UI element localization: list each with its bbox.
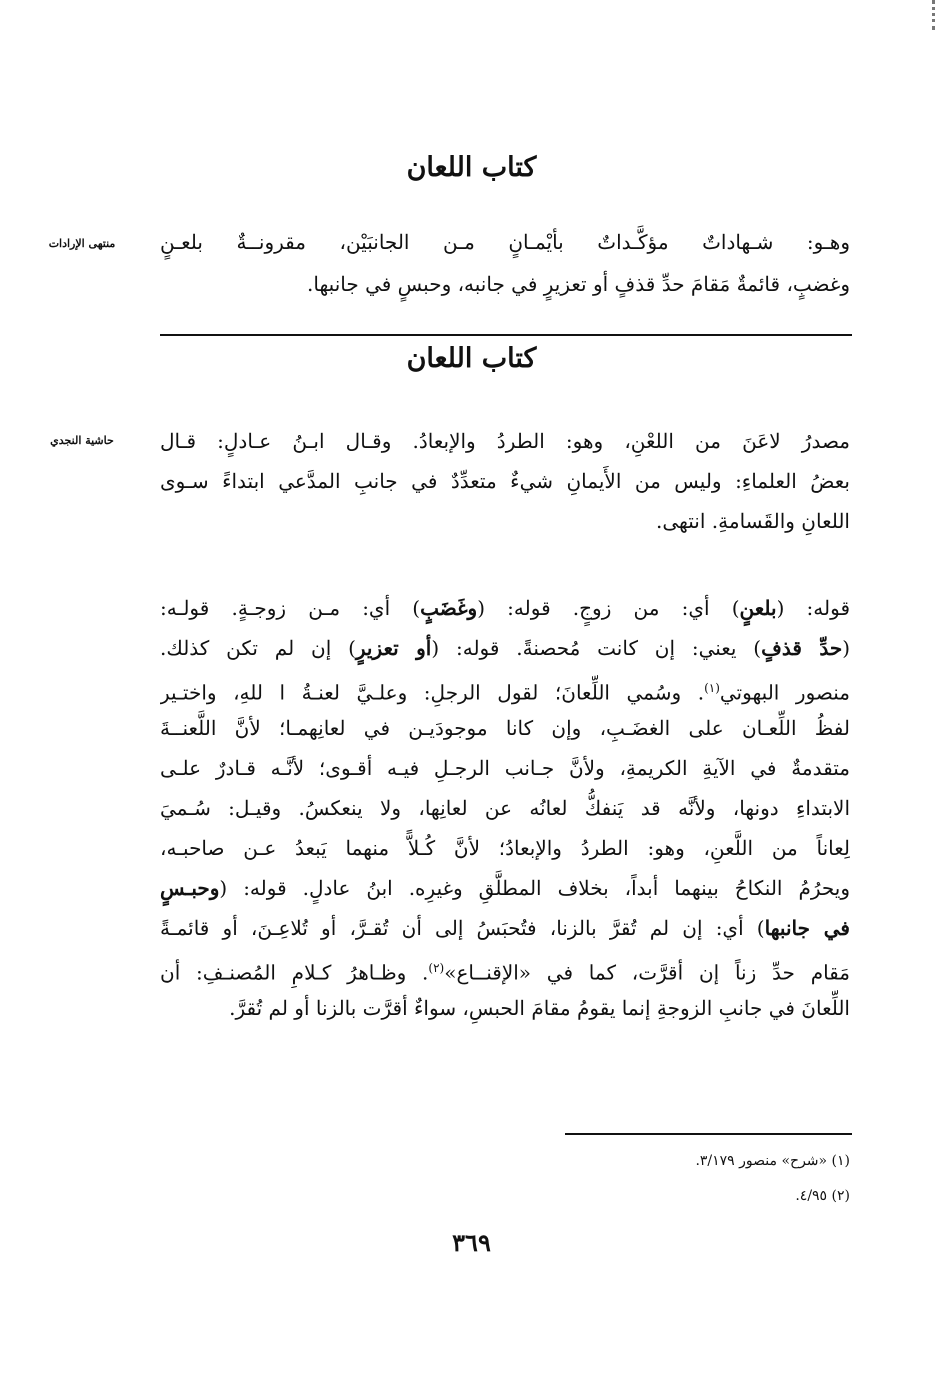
text-line: اللِّعانَ في جانبِ الزوجةِ إنما يقومُ مقامَ الحبسِ، سواءٌ أقرَّت بالزنا أو لم تُقرَّ. xyxy=(229,996,850,1020)
text-line: الابتداءِ دونها، ولأنَّه قد يَنفكُّ لعانُه عن لعانِها، ولا ينعكسُ. وقيـل: سُـميَ xyxy=(160,796,850,820)
quoted-term: وحبـسٍ xyxy=(160,876,220,900)
section-divider xyxy=(160,334,852,336)
matn-title: كتاب اللعان xyxy=(406,152,537,183)
hashiya-title: كتاب اللعان xyxy=(406,343,537,374)
footnote-marker: (٢) xyxy=(428,961,445,975)
text-line: (حدِّ قذفٍ) يعني: إن كانت مُحصنةً. قوله: (أو تعزيرٍ) إن لم تكن كذلك. xyxy=(160,636,850,660)
text-line: لفظُ اللِّعـان على الغضَـبِ، وإن كانا موجودَيـن في لعانِهمـا؛ لأنَّ اللَّعنــةَ xyxy=(160,716,850,740)
hashiya-paragraph-1 xyxy=(160,421,850,541)
quoted-term: وغَضَبٍ xyxy=(420,596,478,620)
text-line: بعضُ العلماءِ: وليس من الأَيمانِ شيءٌ متعدِّدٌ في جانبِ المدَّعي ابتداءً سـوى xyxy=(160,469,850,493)
quoted-term: حدِّ قذفٍ xyxy=(761,636,843,660)
matn-line: وغضبٍ، قائمةٌ مَقامَ حدِّ قذفٍ أو تعزيرٍ في جانبه، وحبسٍ في جانبها. xyxy=(307,272,850,296)
quoted-term: في جانبها xyxy=(764,916,850,940)
text-line: قوله: (بلعنٍ) أي: من زوجٍ. قوله: (وغَضَبٍ) أي: مـن زوجـةٍ. قولـه: xyxy=(160,596,850,620)
text-line: مَقام حدِّ زناً إن أقرَّت، كما في «الإقنــاع»$^{(٢)}$. وظـاهرُ كـلامِ المُصنـفِ: أن xyxy=(160,960,850,985)
text-line: متقدمةٌ في الآيةِ الكريمةِ، ولأنَّ جـانب الرجـلِ فيـه أقـوى؛ لأنَّـه قـادرٌ علـى xyxy=(160,756,850,780)
footnote: (٢) ٤/٩٥. xyxy=(795,1188,850,1204)
page-edge-dots xyxy=(924,0,935,30)
text-line: ويحرُمُ النكاحُ بينهما أبداً، بخلاف المطلَّقِ وغيرِه. ابنُ عادلٍ. قوله: (وحبـسٍ xyxy=(160,876,850,900)
footnote-marker: (١) xyxy=(704,681,720,695)
matn-line: وهـو: شـهاداتٌ مؤكَّـداتٌ بأيْمـانٍ مـن الجانبَيْن، مقرونــةٌ بلعـنٍ xyxy=(160,230,850,254)
text-line: منصور البهوتي$^{(١)}$. وسُمي اللِّعانَ؛ لقول الرجلِ: وعلـيَّ لعنـةُ ا للهِ، واختـير xyxy=(160,680,850,705)
hashiya-paragraph-2 xyxy=(160,588,850,1028)
footnote: (١) «شرح» منصور ٣/١٧٩. xyxy=(695,1153,850,1169)
text-line: اللعانِ والقَسامةِ. انتهى. xyxy=(656,509,850,533)
text-line: مصدرُ لاعَنَ من اللعْنِ، وهو: الطردُ والإبعادُ. وقـال ابـنُ عـادلٍ: قـال xyxy=(160,429,850,453)
hashiya-source-label: حاشية النجدي xyxy=(50,434,114,447)
text-line: لِعاناً من اللَّعنِ، وهو: الطردُ والإبعادُ؛ لأنَّ كُـلاًّ منهما يَبعدُ عـن صاحبـه، xyxy=(160,836,850,860)
footnote-rule xyxy=(565,1133,852,1135)
text-line: في جانبها) أي: إن لم تُقرَّ بالزنا، فتُحبَسُ إلى أن تُقـرَّ، أو تُلاعِـنَ، أو قائمـةً xyxy=(160,916,850,940)
matn-text xyxy=(160,222,850,306)
quoted-term: بلعنٍ xyxy=(739,596,777,620)
matn-source-label: منتهى الإرادات xyxy=(48,237,116,250)
page-number: ٣٦٩ xyxy=(452,1228,491,1257)
quoted-term: أو تعزيرٍ xyxy=(355,636,432,660)
